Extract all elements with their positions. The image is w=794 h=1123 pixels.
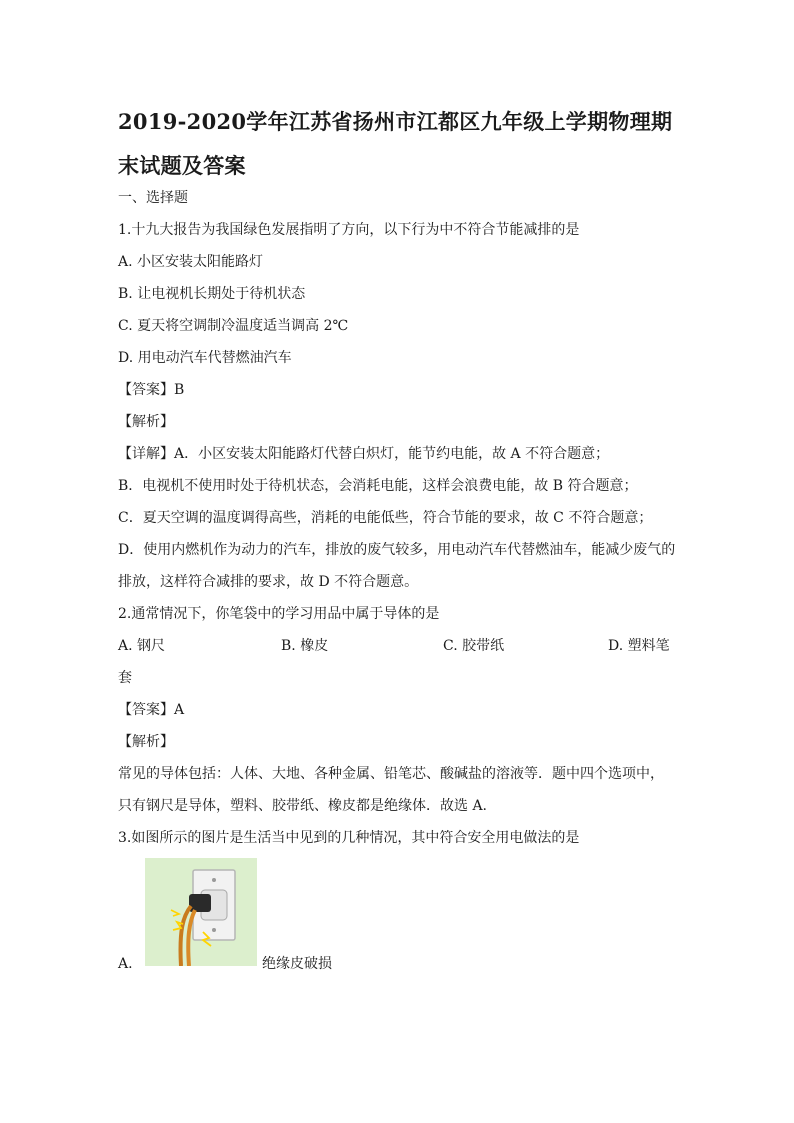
- question-1-stem: 1.十九大报告为我国绿色发展指明了方向，以下行为中不符合节能减排的是: [118, 222, 580, 238]
- question-1-detail-2: B．电视机不使用时处于待机状态，会消耗电能，这样会浪费电能，故 B 符合题意；: [118, 478, 638, 494]
- question-2-option-b: B. 橡皮: [281, 638, 329, 654]
- plug-body: [189, 894, 211, 912]
- question-1-option-a: A. 小区安装太阳能路灯: [118, 254, 264, 270]
- question-3-stem: 3.如图所示的图片是生活当中见到的几种情况，其中符合安全用电做法的是: [118, 830, 580, 846]
- question-2-analysis-label: 【解析】: [118, 734, 174, 750]
- damaged-insulation-outlet-image: [145, 858, 257, 966]
- question-2-option-d-continued: 套: [118, 670, 132, 686]
- document-title: 2019-2020学年江苏省扬州市江都区九年级上学期物理期末试题及答案: [118, 109, 673, 178]
- question-2-option-a: A. 钢尺: [118, 638, 166, 654]
- question-1-option-d: D. 用电动汽车代替燃油汽车: [118, 350, 292, 366]
- question-2-option-c: C. 胶带纸: [443, 638, 505, 654]
- outlet-plug-illustration: [145, 858, 257, 966]
- question-2-detail-1: 常见的导体包括：人体、大地、各种金属、铅笔芯、酸碱盐的溶液等．题中四个选项中，: [118, 766, 664, 782]
- question-1-answer: 【答案】B: [118, 382, 185, 398]
- question-2-answer: 【答案】A: [118, 702, 185, 718]
- plate-screw-bottom: [212, 928, 216, 932]
- section-heading: 一、选择题: [118, 190, 188, 206]
- question-3-option-a-label: A.: [118, 956, 133, 972]
- question-1-option-b: B. 让电视机长期处于待机状态: [118, 286, 306, 302]
- question-1-detail-5: 排放，这样符合减排的要求，故 D 不符合题意。: [118, 574, 419, 590]
- question-2-option-d: D. 塑料笔: [608, 638, 670, 654]
- plate-screw-top: [212, 878, 216, 882]
- question-2-detail-2: 只有钢尺是导体，塑料、胶带纸、橡皮都是绝缘体．故选 A.: [118, 798, 488, 814]
- question-1-detail-4: D．使用内燃机作为动力的汽车，排放的废气较多，用电动汽车代替燃油车，能减少废气的: [118, 542, 676, 558]
- question-1-detail-3: C．夏天空调的温度调得高些，消耗的电能低些，符合节能的要求，故 C 不符合题意；: [118, 510, 653, 526]
- question-2-stem: 2.通常情况下，你笔袋中的学习用品中属于导体的是: [118, 606, 440, 622]
- question-3-option-a-caption: 绝缘皮破损: [262, 956, 332, 972]
- question-1-detail-1: 【详解】A．小区安装太阳能路灯代替白炽灯，能节约电能，故 A 不符合题意；: [118, 446, 610, 462]
- question-1-analysis-label: 【解析】: [118, 414, 174, 430]
- question-1-option-c: C. 夏天将空调制冷温度适当调高 2℃: [118, 318, 349, 334]
